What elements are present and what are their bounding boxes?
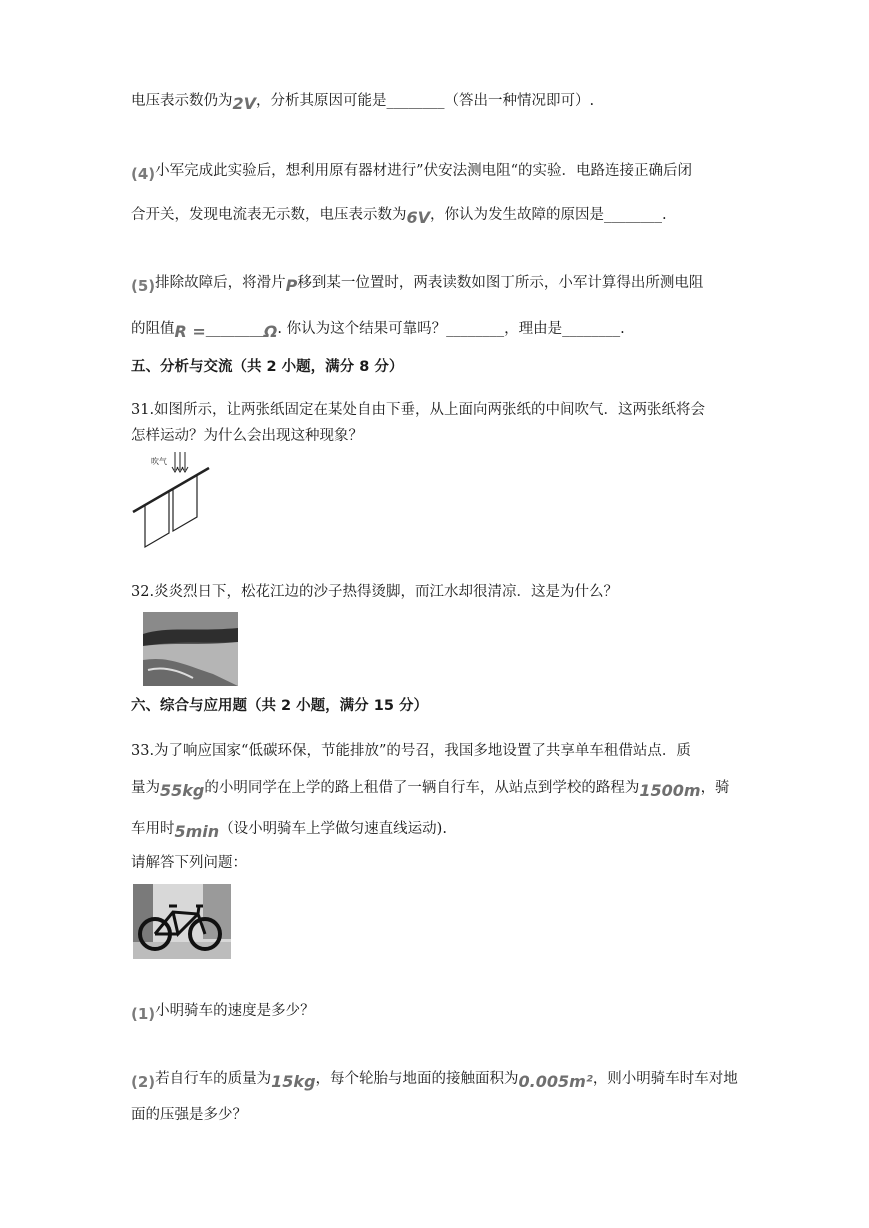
q30-part4-line2 (131, 204, 667, 225)
text: ，骑 (700, 780, 730, 796)
math-ohm: Ω (263, 322, 278, 341)
riverside-photo (143, 612, 238, 686)
part-number: (2) (131, 1073, 156, 1091)
text: 的阻值 (131, 321, 175, 337)
q33-part1 (131, 1000, 315, 1021)
bicycle-photo (133, 884, 231, 959)
math-R: R = (174, 322, 206, 341)
q33-part2 (131, 1068, 738, 1089)
math-5min: 5min (174, 822, 220, 841)
text: 移到某一位置时，两表读数如图丁所示，小军计算得出所测电阻 (297, 275, 704, 291)
q30-line1 (131, 90, 594, 111)
q32-line1: 32.炎炎烈日下，松花江边的沙子热得烫脚，而江水却很清凉．这是为什么？ (131, 584, 619, 600)
section-5-title: 五、分析与交流（共 2 小题，满分 8 分） (131, 359, 404, 375)
q33-line3 (131, 818, 447, 839)
text: 合开关，发现电流表无示数，电压表示数为 (131, 207, 407, 223)
q31-line1: 31.如图所示，让两张纸固定在某处自由下垂，从上面向两张纸的中间吹气．这两张纸将会 (131, 402, 706, 418)
text: 车用时 (131, 821, 175, 837)
q30-part5 (131, 272, 703, 293)
text: 小军完成此实验后，想利用原有器材进行”伏安法测电阻“的实验．电路连接正确后闭 (155, 163, 692, 179)
q30-part4 (131, 160, 692, 181)
text: . 你认为这个结果可靠吗？________，理由是________. (277, 321, 625, 337)
math-1500m: 1500m (639, 781, 701, 800)
part-number: (5) (131, 277, 156, 295)
answer-blank: ________ (205, 321, 264, 337)
q33-part2-line2: 面的压强是多少？ (131, 1107, 247, 1123)
q33-line4: 请解答下列问题： (131, 855, 247, 871)
math-0005m2: 0.005m² (518, 1072, 593, 1091)
text: ，分析其原因可能是________（答出一种情况即可）. (256, 93, 595, 109)
math-P: P (285, 276, 298, 295)
section-6-title: 六、综合与应用题（共 2 小题，满分 15 分） (131, 698, 428, 714)
math-15kg: 15kg (271, 1072, 316, 1091)
text: （设小明骑车上学做匀速直线运动). (219, 821, 447, 837)
q33-line2 (131, 777, 730, 798)
math-6V: 6V (406, 208, 431, 227)
text: 电压表示数仍为 (131, 93, 233, 109)
text: ，你认为发生故障的原因是________. (430, 207, 667, 223)
part-number: (1) (131, 1005, 156, 1023)
part-number: (4) (131, 165, 156, 183)
math-55kg: 55kg (160, 781, 205, 800)
q30-part5-line2 (131, 318, 625, 339)
q31-line2: 怎样运动？为什么会出现这种现象？ (131, 428, 363, 444)
hanging-papers-figure (131, 450, 211, 550)
q33-line1: 33.为了响应国家“低碳环保，节能排放”的号召，我国多地设置了共享单车租借站点．质 (131, 743, 691, 759)
math-2V: 2V (232, 94, 257, 113)
text: ，每个轮胎与地面的接触面积为 (315, 1071, 519, 1087)
text: ，则小明骑车时车对地 (592, 1071, 738, 1087)
text: 小明骑车的速度是多少？ (155, 1003, 315, 1019)
text: 量为 (131, 780, 160, 796)
text: 的小明同学在上学的路上租借了一辆自行车，从站点到学校的路程为 (204, 780, 640, 796)
text: 若自行车的质量为 (155, 1071, 272, 1087)
blow-label: 吹气 (151, 457, 167, 466)
text: 排除故障后，将滑片 (155, 275, 286, 291)
